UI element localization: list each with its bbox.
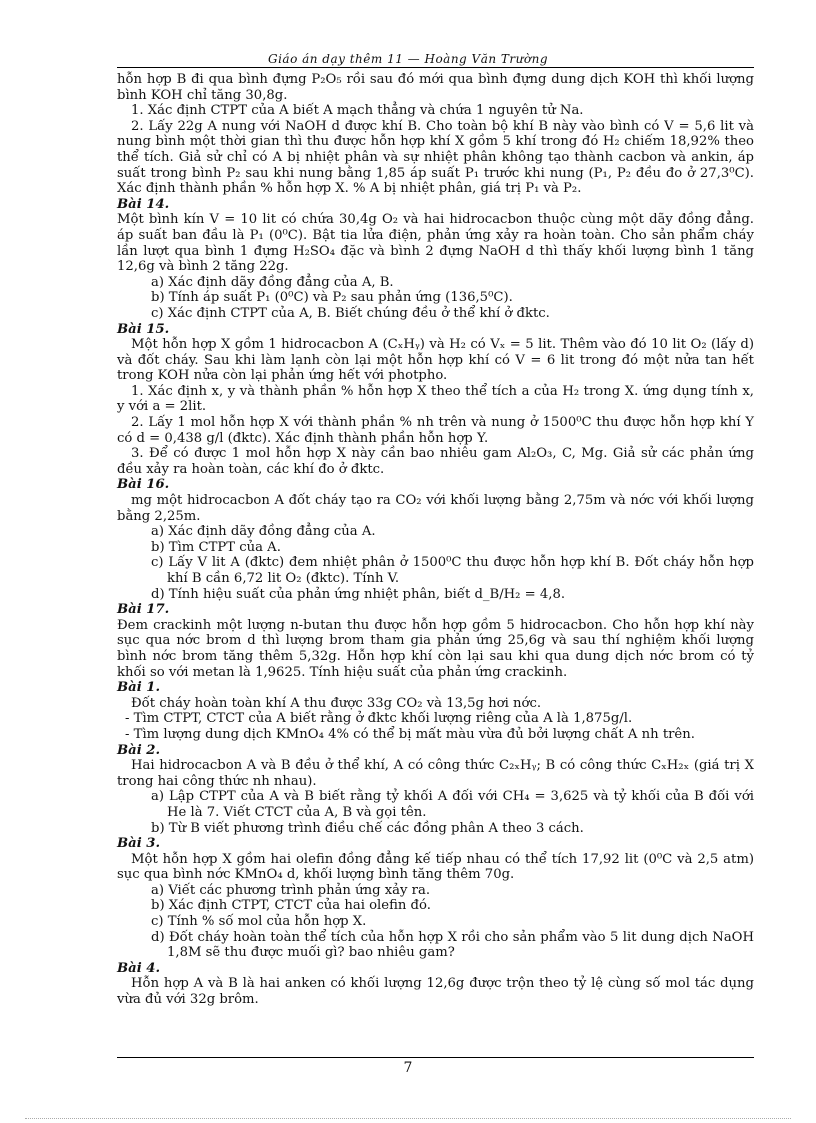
page-header: Giáo án dạy thêm 11 — Hoàng Văn Trường (267, 52, 549, 66)
exercise-heading: Bài 17. (117, 602, 170, 618)
list-item: d) Đốt cháy hoàn toàn thể tích của hỗn hợp X rồi cho sản phẩm vào 5 lit dung dịch NaOH 1,8M sẽ thu được muối gì? bao nhiêu gam? (151, 929, 754, 961)
list-item: b) Tìm CTPT của A. (151, 539, 281, 555)
exercise-heading: Bài 1. (117, 680, 161, 696)
paragraph: Đem crackinh một lượng n-butan thu được hỗn hợp gồm 5 hidrocacbon. Cho hỗn hợp khí này sục qua nớc brom d thì lượng brom tham gia phản ứng 25,6g và sau thí nghiệm khối lượng bình nớc brom tăng thêm 5,32g. Hỗn hợp khí còn lại sau khi qua dung dịch nớc brom có tỷ khối so với metan là 1,9625. Tính hiệu suất của phản ứng crackinh. (117, 617, 754, 680)
list-item: b) Xác định CTPT, CTCT của hai olefin đó. (151, 898, 431, 914)
paragraph: mg một hidrocacbon A đốt cháy tạo ra CO₂ với khối lượng bằng 2,75m và nớc với khối lượng bằng 2,25m. (117, 493, 754, 524)
page-break-line (25, 1118, 791, 1119)
paragraph: Một bình kín V = 10 lit có chứa 30,4g O₂ và hai hidrocacbon thuộc cùng một dãy đồng đẳng. áp suất ban đầu là P₁ (0⁰C). Bật tia lửa điện, phản ứng xảy ra hoàn toàn. Cho sản phẩm cháy lần lượt qua bình 1 đựng H₂SO₄ đặc và bình 2 đựng NaOH d thì thấy khối lượng bình 1 tăng 12,6g và bình 2 tăng 22g. (117, 212, 754, 275)
exercise-heading: Bài 2. (117, 742, 161, 758)
paragraph: Đốt cháy hoàn toàn khí A thu được 33g CO₂ và 13,5g hơi nớc. (131, 695, 542, 711)
exercise-heading: Bài 16. (117, 477, 170, 493)
bullet-item: - Tìm CTPT, CTCT của A biết rằng ở đktc khối lượng riêng của A là 1,875g/l. (125, 711, 633, 727)
paragraph: Hai hidrocacbon A và B đều ở thể khí, A có công thức C₂ₓHᵧ; B có công thức CₓH₂ₓ (giá trị X trong hai công thức nh nhau). (117, 758, 754, 789)
list-item: c) Lấy V lit A (đktc) đem nhiệt phân ở 1500⁰C thu được hỗn hợp khí B. Đốt cháy hỗn hợp khí B cần 6,72 lit O₂ (đktc). Tính V. (151, 555, 754, 586)
document-body (117, 72, 754, 1008)
exercise-heading: Bài 14. (117, 196, 170, 212)
footer-divider (117, 1057, 754, 1058)
list-item: a) Viết các phương trình phản ứng xảy ra. (151, 882, 431, 898)
bullet-item: - Tìm lượng dung dịch KMnO₄ 4% có thể bị mất màu vừa đủ bởi lượng chất A nh trên. (125, 726, 695, 742)
list-item: a) Xác định dãy đồng đẳng của A, B. (151, 274, 394, 290)
header-divider (117, 67, 754, 68)
paragraph: 2. Lấy 22g A nung với NaOH d được khí B. Cho toàn bộ khí B này vào bình có V = 5,6 lit và nung bình một thời gian thì thu được hỗn hợp khí X gồm 5 khí trong đó H₂ chiếm 18,92% theo thể tích. Giả sử chỉ có A bị nhiệt phân và sự nhiệt phân không tạo thành cacbon và ankin, áp suất trong bình P₂ sau khi nung bằng 1,85 áp suất P₁ trước khi nung (P₁, P₂ đều đo ở 27,3⁰C). Xác định thành phần % hỗn hợp X. % A bị nhiệt phân, giá trị P₁ và P₂. (117, 118, 754, 197)
page-number: 7 (403, 1060, 413, 1076)
exercise-heading: Bài 15. (117, 321, 170, 337)
list-item: c) Xác định CTPT của A, B. Biết chúng đều ở thể khí ở đktc. (151, 305, 550, 321)
list-item: c) Tính % số mol của hỗn hợp X. (151, 914, 367, 930)
exercise-heading: Bài 4. (117, 960, 161, 976)
paragraph: 3. Để có được 1 mol hỗn hợp X này cần bao nhiêu gam Al₂O₃, C, Mg. Giả sử các phản ứng đều xảy ra hoàn toàn, các khí đo ở đktc. (117, 446, 754, 477)
paragraph: 2. Lấy 1 mol hỗn hợp X với thành phần % nh trên và nung ở 1500⁰C thu được hỗn hợp khí Y có d = 0,438 g/l (đktc). Xác định thành phần hỗn hợp Y. (117, 415, 754, 446)
list-item: b) Tính áp suất P₁ (0⁰C) và P₂ sau phản ứng (136,5⁰C). (151, 290, 513, 306)
list-item: a) Lập CTPT của A và B biết rằng tỷ khối A đối với CH₄ = 3,625 và tỷ khối của B đối với He là 7. Viết CTCT của A, B và gọi tên. (151, 789, 754, 820)
paragraph: Một hỗn hợp X gồm hai olefin đồng đẳng kế tiếp nhau có thể tích 17,92 lit (0⁰C và 2,5 atm) sục qua bình nớc KMnO₄ d, khối lượng bình tăng thêm 70g. (117, 851, 754, 883)
list-item: a) Xác định dãy đồng đẳng của A. (151, 524, 376, 540)
paragraph: hỗn hợp B đi qua bình đựng P₂O₅ rồi sau đó mới qua bình đựng dung dịch KOH thì khối lượng bình KOH chỉ tăng 30,8g. (117, 72, 754, 103)
paragraph: 1. Xác định x, y và thành phần % hỗn hợp X theo thể tích a của H₂ trong X. ứng dụng tính x, y với a = 2lit. (117, 383, 754, 415)
exercise-heading: Bài 3. (117, 836, 161, 852)
paragraph: 1. Xác định CTPT của A biết A mạch thẳng và chứa 1 nguyên tử Na. (131, 103, 584, 119)
paragraph: Một hỗn hợp X gồm 1 hidrocacbon A (CₓHᵧ) và H₂ có Vₓ = 5 lit. Thêm vào đó 10 lit O₂ (lấy d) và đốt cháy. Sau khi làm lạnh còn lại một hỗn hợp khí có V = 6 lit trong đó một nửa tan hết trong KOH nửa còn lại phản ứng hết với photpho. (117, 337, 754, 384)
list-item: d) Tính hiệu suất của phản ứng nhiệt phân, biết d_B/H₂ = 4,8. (151, 586, 566, 602)
list-item: b) Từ B viết phương trình điều chế các đồng phân A theo 3 cách. (151, 820, 584, 836)
paragraph: Hỗn hợp A và B là hai anken có khối lượng 12,6g được trộn theo tỷ lệ cùng số mol tác dụng vừa đủ với 32g brôm. (117, 976, 754, 1008)
